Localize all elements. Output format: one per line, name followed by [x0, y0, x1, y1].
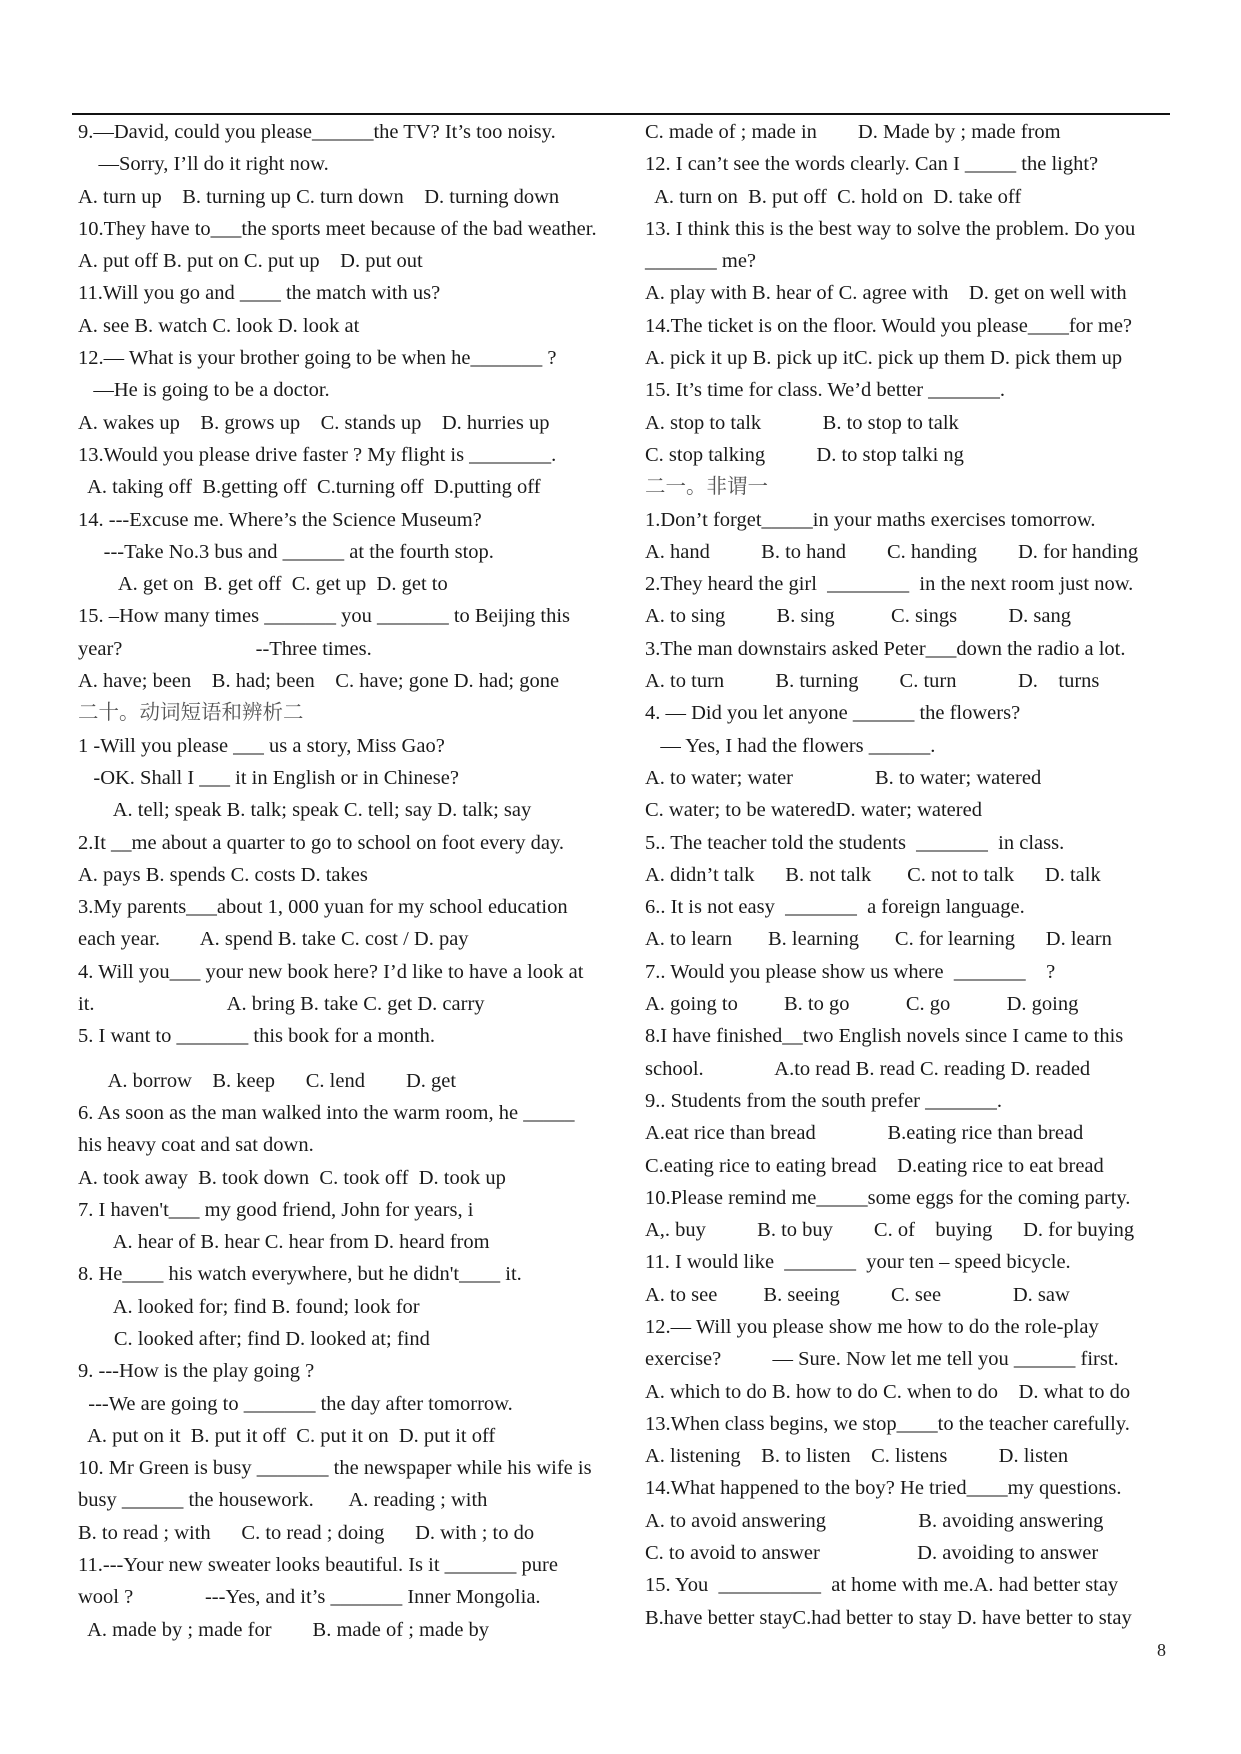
- left-text-line: 10. Mr Green is busy _______ the newspaper while his wife is: [78, 1457, 592, 1480]
- right-text-line: 12. I can’t see the words clearly. Can I _____ the light?: [645, 153, 1099, 176]
- left-text-line: 2.It __me about a quarter to go to school on foot every day.: [78, 831, 564, 854]
- left-text-line: A. turn up B. turning up C. turn down D. turning down: [78, 185, 560, 208]
- left-text-line: 13.Would you please drive faster ? My flight is ________.: [78, 443, 557, 466]
- left-text-line: A. took away B. took down C. took off D. took up: [78, 1166, 506, 1189]
- right-text-line: 13.When class begins, we stop____to the teacher carefully.: [645, 1412, 1130, 1435]
- right-text-line: C. stop talking D. to stop talki ng: [645, 443, 964, 466]
- right-text-line: school. A.to read B. read C. reading D. readed: [645, 1057, 1091, 1080]
- right-text-line: exercise? — Sure. Now let me tell you ______ first.: [645, 1348, 1119, 1371]
- right-text-line: C. made of ; made in D. Made by ; made from: [645, 121, 1061, 143]
- right-text-line: A. didn’t talk B. not talk C. not to talk D. talk: [645, 863, 1101, 886]
- left-text-line: B. to read ; with C. to read ; doing D. with ; to do: [78, 1521, 535, 1544]
- right-text-line: 8.I have finished__two English novels since I came to this: [645, 1025, 1124, 1048]
- left-text-line: A. hear of B. hear C. hear from D. heard from: [78, 1231, 490, 1254]
- right-text-line: C.eating rice to eating bread D.eating rice to eat bread: [645, 1154, 1104, 1177]
- left-text-line: A. put on it B. put it off C. put it on D. put it off: [78, 1424, 496, 1447]
- left-text-line: 8. He____ his watch everywhere, but he didn't____ it.: [78, 1263, 522, 1286]
- left-text-line: [78, 1053, 618, 1065]
- right-text-line: A. to sing B. sing C. sings D. sang: [645, 605, 1071, 628]
- left-text-line: 1 -Will you please ___ us a story, Miss Gao?: [78, 734, 445, 757]
- right-text-line: A. turn on B. put off C. hold on D. take off: [645, 185, 1022, 208]
- left-text-line: 7. I haven't___ my good friend, John for years, i: [78, 1198, 474, 1221]
- left-text-line: A. wakes up B. grows up C. stands up D. hurries up: [78, 411, 550, 434]
- right-text-line: A. to turn B. turning C. turn D. turns: [645, 670, 1100, 693]
- right-text-line: 11. I would like _______ your ten – speed bicycle.: [645, 1251, 1071, 1274]
- page-number: 8: [1157, 1640, 1166, 1660]
- right-text-line: 15. It’s time for class. We’d better _______.: [645, 379, 1006, 402]
- left-text-line: A. made by ; made for B. made of ; made by: [78, 1618, 490, 1641]
- left-text-line: —Sorry, I’ll do it right now.: [78, 153, 329, 176]
- left-text-line: A. tell; speak B. talk; speak C. tell; say D. talk; say: [78, 799, 532, 822]
- right-text-line: 1.Don’t forget_____in your maths exercises tomorrow.: [645, 508, 1096, 531]
- right-text-line: A. to see B. seeing C. see D. saw: [645, 1283, 1070, 1306]
- left-text-line: A. pays B. spends C. costs D. takes: [78, 863, 368, 886]
- right-text-line: A. which to do B. how to do C. when to do D. what to do: [645, 1380, 1131, 1403]
- left-text-line: ---We are going to _______ the day after tomorrow.: [78, 1392, 513, 1415]
- left-text-line: 3.My parents___about 1, 000 yuan for my school education: [78, 896, 568, 919]
- header-rule: [72, 113, 1170, 115]
- left-text-line: —He is going to be a doctor.: [78, 379, 330, 402]
- left-text-line: 11.---Your new sweater looks beautiful. Is it _______ pure: [78, 1554, 558, 1577]
- right-text-line: 4. — Did you let anyone ______ the flowers?: [645, 702, 1021, 725]
- left-text-line: 15. –How many times _______ you _______ to Beijing this: [78, 605, 570, 628]
- left-text-line: 4. Will you___ your new book here? I’d like to have a look at: [78, 960, 584, 983]
- left-text-line: it. A. bring B. take C. get D. carry: [78, 993, 485, 1016]
- right-text-line: A. play with B. hear of C. agree with D. get on well with: [645, 282, 1127, 305]
- left-text-line: his heavy coat and sat down.: [78, 1134, 314, 1157]
- right-text-line: — Yes, I had the flowers ______.: [645, 734, 936, 757]
- right-text-line: 二一。非谓一: [645, 476, 768, 499]
- left-text-line: 5. I want to _______ this book for a month.: [78, 1025, 436, 1048]
- right-text-line: A. to learn B. learning C. for learning D. learn: [645, 928, 1112, 951]
- right-text-line: _______ me?: [645, 250, 757, 273]
- right-text-line: B.have better stayC.had better to stay D. have better to stay: [645, 1606, 1132, 1629]
- right-text-line: 6.. It is not easy _______ a foreign language.: [645, 896, 1025, 919]
- right-text-line: 2.They heard the girl ________ in the next room just now.: [645, 573, 1134, 596]
- left-text-line: wool ? ---Yes, and it’s _______ Inner Mongolia.: [78, 1586, 541, 1609]
- left-text-line: C. looked after; find D. looked at; find: [78, 1327, 430, 1350]
- right-column: [645, 116, 1173, 1634]
- right-text-line: A. stop to talk B. to stop to talk: [645, 411, 959, 434]
- right-text-line: 3.The man downstairs asked Peter___down the radio a lot.: [645, 637, 1126, 660]
- right-text-line: A. pick it up B. pick up itC. pick up them D. pick them up: [645, 347, 1123, 370]
- left-text-line: 11.Will you go and ____ the match with us?: [78, 282, 441, 305]
- right-text-line: C. water; to be wateredD. water; watered: [645, 799, 982, 822]
- right-text-line: 7.. Would you please show us where _______ ?: [645, 960, 1056, 983]
- right-text-line: 10.Please remind me_____some eggs for the coming party.: [645, 1186, 1131, 1209]
- left-column: [78, 116, 618, 1646]
- left-text-line: A. borrow B. keep C. lend D. get: [78, 1069, 457, 1092]
- left-text-line: 14. ---Excuse me. Where’s the Science Museum?: [78, 508, 482, 531]
- left-text-line: A. get on B. get off C. get up D. get to: [78, 573, 448, 596]
- right-text-line: 14.The ticket is on the floor. Would you please____for me?: [645, 314, 1133, 337]
- right-text-line: C. to avoid to answer D. avoiding to answer: [645, 1542, 1099, 1565]
- left-text-line: busy ______ the housework. A. reading ; with: [78, 1489, 488, 1512]
- left-text-line: A. see B. watch C. look D. look at: [78, 314, 360, 337]
- left-text-line: 12.— What is your brother going to be when he_______ ?: [78, 347, 557, 370]
- right-text-line: 12.— Will you please show me how to do the role-play: [645, 1315, 1099, 1338]
- right-text-line: A. listening B. to listen C. listens D. listen: [645, 1445, 1069, 1468]
- left-text-line: 9. ---How is the play going ?: [78, 1360, 315, 1383]
- left-text-line: ---Take No.3 bus and ______ at the fourth stop.: [78, 540, 494, 563]
- right-text-line: A,. buy B. to buy C. of buying D. for buying: [645, 1219, 1135, 1242]
- left-text-line: 9.—David, could you please______the TV? It’s too noisy.: [78, 121, 556, 143]
- left-text-line: A. have; been B. had; been C. have; gone D. had; gone: [78, 670, 560, 693]
- left-text-line: -OK. Shall I ___ it in English or in Chinese?: [78, 766, 459, 789]
- left-text-line: A. looked for; find B. found; look for: [78, 1295, 420, 1318]
- right-text-line: A. hand B. to hand C. handing D. for handing: [645, 540, 1139, 563]
- left-text-line: year? --Three times.: [78, 637, 372, 660]
- left-text-line: A. taking off B.getting off C.turning off D.putting off: [78, 476, 541, 499]
- left-text-line: A. put off B. put on C. put up D. put out: [78, 250, 423, 273]
- right-text-line: A. going to B. to go C. go D. going: [645, 993, 1079, 1016]
- right-text-line: 5.. The teacher told the students _______ in class.: [645, 831, 1065, 854]
- right-text-line: 13. I think this is the best way to solve the problem. Do you: [645, 217, 1136, 240]
- right-text-line: A. to water; water B. to water; watered: [645, 766, 1042, 789]
- right-text-line: A.eat rice than bread B.eating rice than bread: [645, 1122, 1084, 1145]
- right-text-line: 14.What happened to the boy? He tried____my questions.: [645, 1477, 1122, 1500]
- right-text-line: A. to avoid answering B. avoiding answering: [645, 1509, 1104, 1532]
- left-text-line: 6. As soon as the man walked into the warm room, he _____: [78, 1101, 575, 1124]
- left-text-line: each year. A. spend B. take C. cost / D. pay: [78, 928, 469, 951]
- left-text-line: 二十。动词短语和辨析二: [78, 702, 304, 725]
- left-text-line: 10.They have to___the sports meet because of the bad weather.: [78, 217, 597, 240]
- right-text-line: 9.. Students from the south prefer _______.: [645, 1089, 1002, 1112]
- right-text-line: 15. You __________ at home with me.A. had better stay: [645, 1574, 1119, 1597]
